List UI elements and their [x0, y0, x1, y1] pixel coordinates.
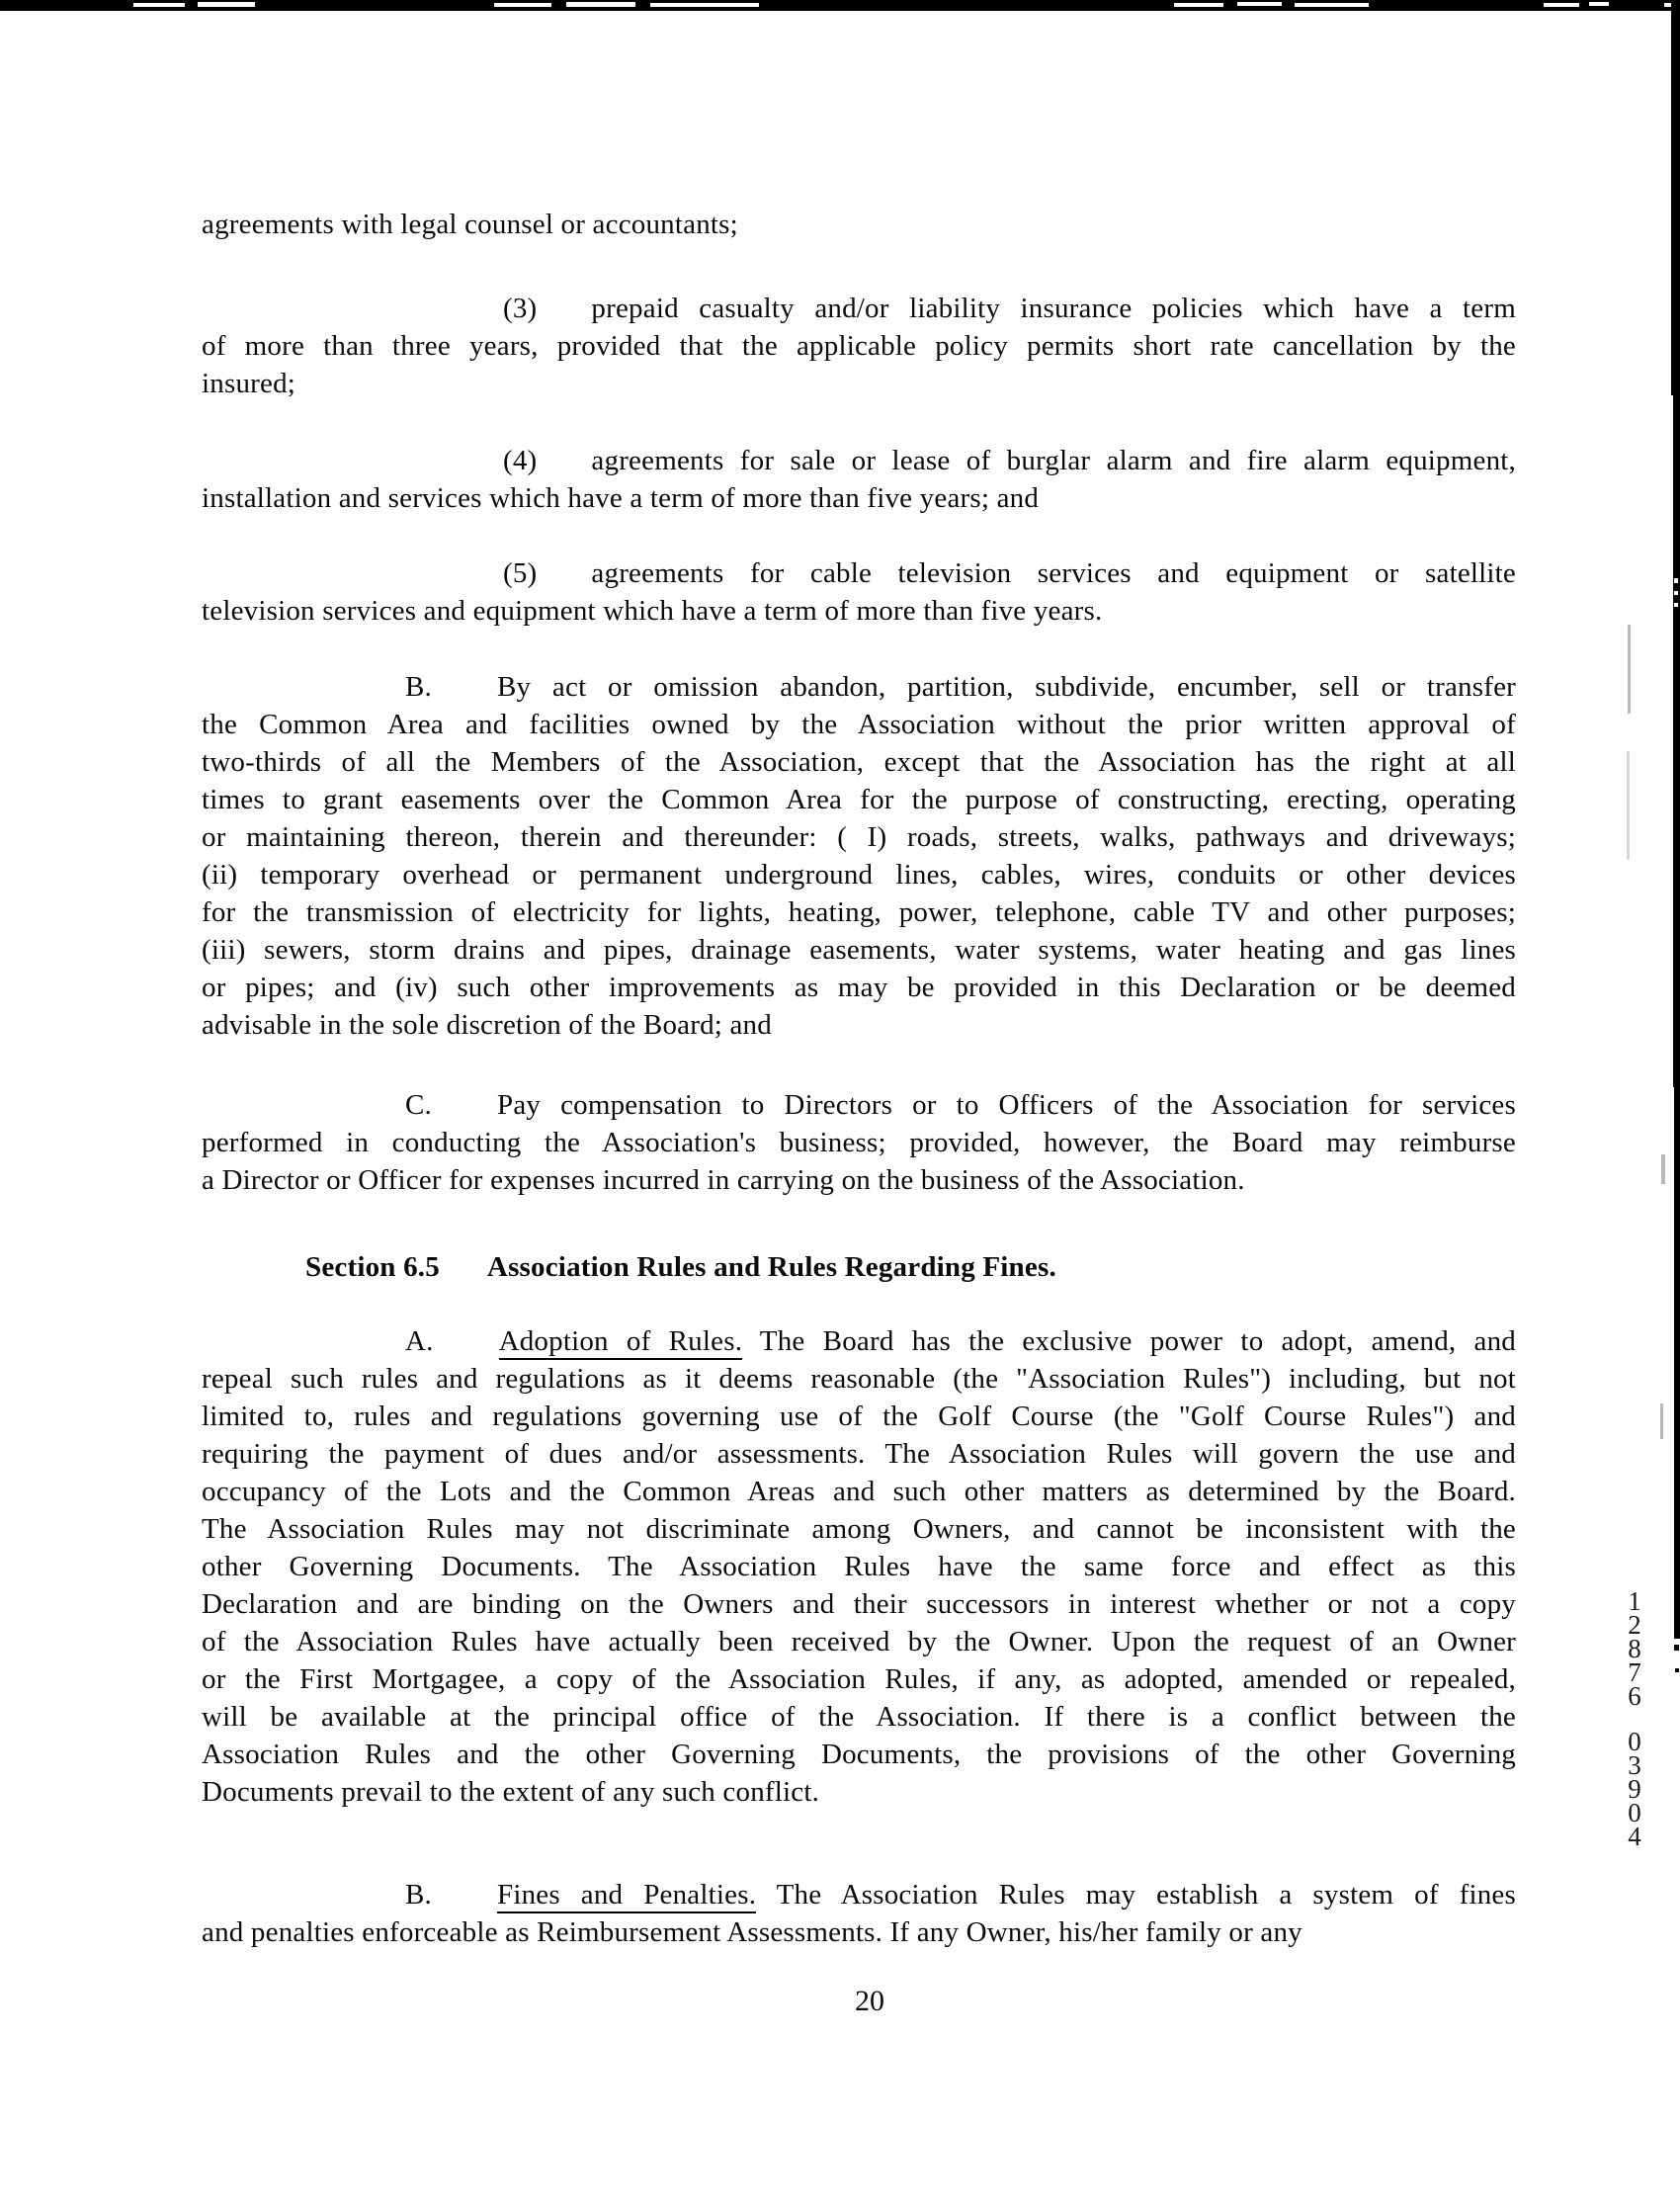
text-line	[202, 893, 1516, 931]
text-run: times to grant easements over the Common Area for the purpose of constructing, erecting, operating	[202, 784, 1516, 815]
paragraph	[202, 442, 1516, 517]
text-line	[202, 327, 1516, 365]
text-run: installation and services which have a term of more than five years; and	[202, 482, 1040, 514]
outline-label: (4)	[503, 445, 538, 476]
text-run: requiring the payment of dues and/or assessments. The Association Rules will govern the use and	[202, 1438, 1516, 1470]
text-run: or the First Mortgagee, a copy of the Association Rules, if any, as adopted, amended or repealed,	[202, 1663, 1516, 1695]
white-dash	[566, 2, 635, 7]
text-line	[202, 1006, 1516, 1044]
text-line	[202, 1585, 1516, 1623]
white-dash	[1295, 3, 1369, 7]
white-dash	[650, 3, 759, 7]
white-dash	[198, 2, 255, 7]
text-line	[202, 706, 1516, 743]
text-line	[202, 668, 1516, 706]
stamp-digit: 4	[1628, 1822, 1641, 1851]
text-run: television services and equipment which have a term of more than five years.	[202, 595, 1103, 627]
white-dash	[1589, 2, 1609, 6]
label-gap	[440, 1275, 487, 1276]
text-run: By act or omission abandon, partition, subdivide, encumber, sell or transfer	[497, 671, 1516, 703]
text-line	[202, 1548, 1516, 1585]
white-dash	[1174, 3, 1223, 7]
text-run: advisable in the sole discretion of the Board; and	[202, 1009, 772, 1041]
stamp-digit: 8	[1628, 1634, 1641, 1663]
label-gap	[537, 581, 591, 582]
text-line	[202, 1623, 1516, 1660]
white-dash	[494, 3, 551, 7]
text-line	[202, 290, 1516, 327]
label-gap	[537, 316, 591, 317]
right-scan-strip	[1674, 1087, 1680, 1639]
text-run: The Association Rules may not discriminate among Owners, and cannot be inconsistent with the	[202, 1513, 1516, 1545]
scan-artifact	[1674, 578, 1678, 583]
text-run: or pipes; and (iv) such other improvements as may be provided in this Declaration or be deemed	[202, 972, 1516, 1003]
text-run: insured;	[202, 368, 296, 399]
stamp-digit: 7	[1628, 1657, 1641, 1687]
stamp-digit: 3	[1628, 1750, 1641, 1780]
white-dash	[1237, 2, 1282, 6]
text-run: (ii) temporary overhead or permanent underground lines, cables, wires, conduits or other devices	[202, 859, 1516, 891]
label-gap	[432, 1903, 497, 1904]
text-run: or maintaining thereon, therein and thereunder: ( I) roads, streets, walks, pathways and driveways;	[202, 821, 1516, 853]
stamp-number-group	[1622, 1727, 1647, 1851]
text-run: prepaid casualty and/or liability insurance policies which have a term	[591, 293, 1516, 324]
white-dash	[133, 3, 185, 7]
text-line	[202, 1876, 1516, 1913]
label-gap	[432, 1113, 497, 1114]
text-run: and penalties enforceable as Reimbursement Assessments. If any Owner, his/her family or any	[202, 1916, 1302, 1948]
scan-artifact	[1628, 625, 1631, 714]
text-run: of the Association Rules have actually been received by the Owner. Upon the request of an Owner	[202, 1626, 1516, 1657]
paragraph	[202, 668, 1516, 1044]
text-run: will be available at the principal office of the Association. If there is a conflict between the	[202, 1701, 1516, 1733]
paragraph	[202, 1086, 1516, 1199]
outline-label: B.	[405, 671, 432, 703]
recorder-stamp	[1622, 1586, 1647, 1870]
right-scan-strip	[1673, 395, 1680, 1087]
stamp-digit: 0	[1628, 1798, 1641, 1827]
text-line	[202, 1435, 1516, 1473]
scan-artifact	[1674, 603, 1678, 607]
text-line	[202, 1698, 1516, 1736]
underlined-text: Adoption of Rules.	[499, 1325, 743, 1360]
text-line	[202, 1510, 1516, 1548]
text-run: the Common Area and facilities owned by the Association without the prior written approval of	[202, 709, 1516, 740]
text-run: two-thirds of all the Members of the Association, except that the Association has the right at all	[202, 746, 1516, 778]
text-run: Documents prevail to the extent of any such conflict.	[202, 1776, 820, 1808]
text-line	[202, 1360, 1516, 1398]
text-line	[202, 1773, 1516, 1811]
text-line	[202, 479, 1516, 517]
text-line	[202, 1473, 1516, 1510]
text-run: limited to, rules and regulations governing use of the Golf Course (the "Golf Course Rules") and	[202, 1401, 1516, 1432]
text-run: Pay compensation to Directors or to Officers of the Association for services	[497, 1089, 1516, 1121]
stamp-number-group	[1622, 1586, 1647, 1711]
white-dash	[1544, 3, 1579, 7]
text-line	[202, 1086, 1516, 1124]
paragraph	[202, 554, 1516, 630]
stamp-digit: 2	[1628, 1610, 1641, 1640]
text-run: Declaration and are binding on the Owners and their successors in interest whether or not a copy	[202, 1588, 1516, 1620]
scan-artifact	[1661, 1154, 1665, 1184]
outline-label: (3)	[503, 293, 538, 324]
paragraph	[202, 290, 1516, 402]
text-run: of more than three years, provided that the applicable policy permits short rate cancellation by the	[202, 330, 1516, 362]
text-run: repeal such rules and regulations as it deems reasonable (the "Association Rules") including, but not	[202, 1363, 1516, 1395]
text-run: performed in conducting the Association's business; provided, however, the Board may reimburse	[202, 1127, 1516, 1158]
outline-label: B.	[405, 1879, 432, 1911]
text-run: Association Rules and Rules Regarding Fines.	[486, 1251, 1056, 1283]
page-number: 20	[855, 1985, 884, 2017]
text-line	[202, 1124, 1516, 1161]
paragraph	[202, 1322, 1516, 1811]
text-line	[202, 743, 1516, 781]
scan-artifact	[1627, 751, 1630, 860]
text-line	[202, 856, 1516, 893]
label-gap	[537, 468, 591, 469]
top-scan-bar	[0, 0, 1680, 11]
text-run: The Association Rules may establish a system of fines	[756, 1879, 1516, 1911]
scan-artifact	[1660, 1403, 1663, 1439]
outline-label: Section 6.5	[305, 1251, 440, 1283]
underlined-text: Fines and Penalties.	[497, 1879, 756, 1913]
text-line	[202, 592, 1516, 630]
text-run: occupancy of the Lots and the Common Areas and such other matters as determined by the Board.	[202, 1476, 1516, 1507]
text-line	[202, 818, 1516, 856]
text-line	[202, 1248, 1516, 1286]
text-line	[202, 1736, 1516, 1773]
paragraph	[202, 206, 1516, 243]
document-text	[202, 206, 1516, 1951]
outline-label: C.	[405, 1089, 432, 1121]
text-run: agreements with legal counsel or accountants;	[202, 209, 738, 240]
text-run: agreements for cable television services and equipment or satellite	[591, 557, 1516, 589]
scan-artifact	[1674, 1645, 1679, 1651]
text-line	[202, 1398, 1516, 1435]
text-line	[202, 365, 1516, 402]
stamp-digit: 6	[1628, 1681, 1641, 1711]
stamp-digit: 9	[1628, 1774, 1641, 1804]
text-run: The Board has the exclusive power to adopt, amend, and	[742, 1325, 1516, 1357]
section-heading	[202, 1248, 1516, 1286]
text-line	[202, 206, 1516, 243]
outline-label: A.	[405, 1325, 434, 1357]
text-run: agreements for sale or lease of burglar alarm and fire alarm equipment,	[591, 445, 1516, 476]
text-line	[202, 1161, 1516, 1199]
scan-artifact	[1675, 1668, 1679, 1672]
stamp-digit: 0	[1628, 1727, 1641, 1756]
text-run: a Director or Officer for expenses incurred in carrying on the business of the Association.	[202, 1164, 1245, 1196]
text-line	[202, 969, 1516, 1006]
text-run: for the transmission of electricity for lights, heating, power, telephone, cable TV and other purposes;	[202, 896, 1516, 928]
text-run: Association Rules and the other Governing Documents, the provisions of the other Governing	[202, 1739, 1516, 1770]
stamp-digit: 1	[1628, 1586, 1641, 1616]
text-run: (iii) sewers, storm drains and pipes, drainage easements, water systems, water heating and gas lines	[202, 934, 1516, 966]
scan-artifact	[1674, 591, 1678, 595]
text-run: other Governing Documents. The Association Rules have the same force and effect as this	[202, 1551, 1516, 1582]
text-line	[202, 554, 1516, 592]
paragraph	[202, 1876, 1516, 1951]
text-line	[202, 1913, 1516, 1951]
text-line	[202, 1322, 1516, 1360]
label-gap	[434, 1349, 499, 1350]
text-line	[202, 931, 1516, 969]
label-gap	[432, 695, 497, 696]
text-line	[202, 442, 1516, 479]
right-scan-strip	[1671, 0, 1680, 395]
outline-label: (5)	[503, 557, 538, 589]
text-line	[202, 781, 1516, 818]
text-line	[202, 1660, 1516, 1698]
